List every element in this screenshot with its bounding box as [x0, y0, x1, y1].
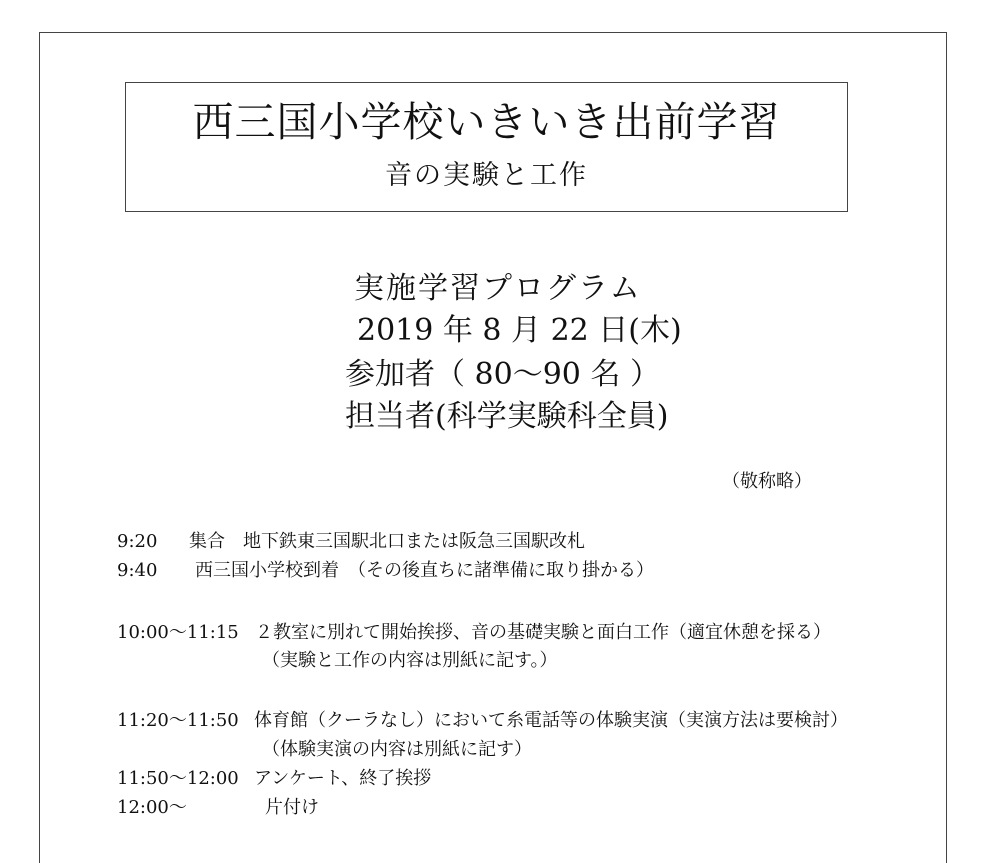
program-title: 実施学習プログラム — [354, 271, 642, 306]
schedule-description: 片付け — [265, 797, 319, 818]
document-subtitle: 音の実験と工作 — [385, 160, 588, 191]
schedule-description: 集合 地下鉄東三国駅北口または阪急三国駅改札 — [189, 531, 585, 552]
schedule-time: 9:40 — [117, 560, 158, 581]
document-title: 西三国小学校いきいき出前学習 — [192, 98, 781, 146]
event-date: 2019 年 8 月 22 日(木) — [357, 313, 682, 348]
title-box — [125, 82, 848, 212]
schedule-time: 10:00～11:15 — [117, 622, 239, 643]
staff-line: 担当者(科学実験科全員) — [345, 399, 669, 434]
schedule-description: （体験実演の内容は別紙に記す） — [262, 739, 532, 760]
schedule-description: 体育館（クーラなし）において糸電話等の体験実演（実演方法は要検討） — [254, 710, 848, 731]
honorific-note: （敬称略） — [722, 471, 812, 492]
schedule-description: ２教室に別れて開始挨拶、音の基礎実験と面白工作（適宜休憩を採る） — [255, 622, 831, 643]
schedule-time: 9:20 — [117, 531, 158, 552]
schedule-time: 11:20～11:50 — [117, 710, 239, 731]
participants-line: 参加者（ 80～90 名 ） — [345, 357, 660, 392]
schedule-time: 12:00～ — [117, 797, 187, 818]
schedule-time: 11:50～12:00 — [117, 768, 239, 789]
schedule-description: アンケート、終了挨拶 — [254, 768, 432, 789]
schedule-description: 西三国小学校到着 （その後直ちに諸準備に取り掛かる） — [195, 560, 654, 581]
schedule-description: （実験と工作の内容は別紙に記す。） — [262, 650, 558, 671]
